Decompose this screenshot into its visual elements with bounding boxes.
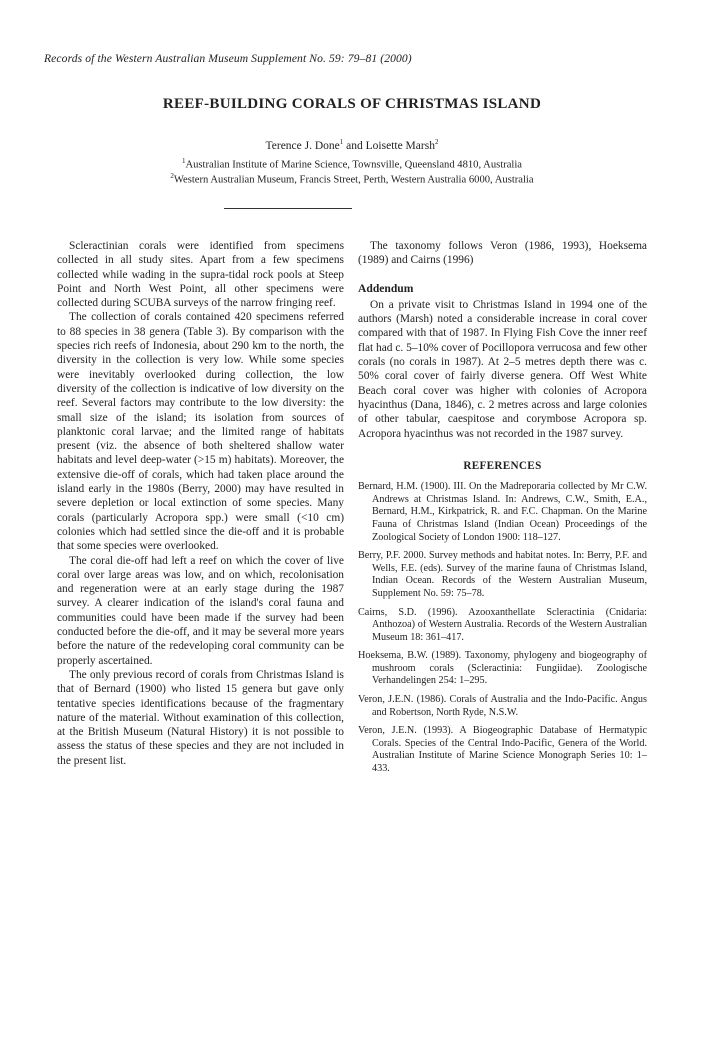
author-name: Terence J. Done	[265, 139, 340, 152]
affiliation-text: Australian Institute of Marine Science, Townsville, Queensland 4810, Australia	[185, 159, 523, 171]
reference-entry: Cairns, S.D. (1996). Azooxanthellate Scleractinia (Cnidaria: Anthozoa) of Western Australia. Records of the Western Australian Museum 18: 361–417.	[358, 606, 647, 643]
affiliation-mark: 1	[181, 157, 186, 165]
reference-entry: Veron, J.E.N. (1986). Corals of Australia and the Indo-Pacific. Angus and Robertson, North Ryde, N.S.W.	[358, 694, 647, 718]
article-title: REEF-BUILDING CORALS OF CHRISTMAS ISLAND	[162, 96, 542, 112]
addendum-heading: Addendum	[358, 281, 414, 295]
reference-entry: Bernard, H.M. (1900). III. On the Madreporaria collected by Mr C.W. Andrews at Christmas Island. In: Andrews, C.W., Smith, E.A., Bernard, H.M., Kirkpatrick, R. and F.C. Chapman. On the Marine Fauna of Christmas Island (Indian Ocean) Proceedings of the Zoological Society of London 1900: 118–127.	[358, 481, 647, 543]
references-heading: REFERENCES	[463, 459, 542, 472]
separator-rule	[224, 208, 352, 209]
affiliation-mark: 2	[170, 172, 174, 180]
reference-entry: Hoeksema, B.W. (1989). Taxonomy, phylogeny and biogeography of mushroom corals (Scleractinia: Fungiidae). Zoologische Verhandelingen 254: 1–295.	[358, 650, 647, 687]
affiliation	[0, 172, 704, 186]
affiliation-text: Western Australian Museum, Francis Street, Perth, Western Australia 6000, Australia	[173, 174, 534, 186]
author-affiliation-mark: 2	[434, 138, 439, 146]
body-paragraph: Scleractinian corals were identified from specimens collected in all study sites. Apart from a few specimens collected while wading in the supra-tidal rock pools at Steep Point and North West Point, all other specimens were collected during SCUBA surveys of the narrow fringing reef.	[57, 240, 344, 310]
body-paragraph: The only previous record of corals from Christmas Island is that of Bernard (1900) who listed 15 genera but gave only tentative species identifications because of the fragmentary nature of the material. Without examination of this collection, at the British Museum (Natural History) it is not possible to assess the status of these species and they are not included in the present list.	[57, 668, 344, 767]
reference-entry: Veron, J.E.N. (1993). A Biogeographic Database of Hermatypic Corals. Species of the Central Indo-Pacific, Genera of the World. Australian Institute of Marine Science Monograph Series 10: 1–433.	[358, 725, 647, 775]
right-column	[358, 239, 647, 782]
running-head: Records of the Western Australian Museum Supplement No. 59: 79–81 (2000)	[44, 52, 412, 65]
author-affiliation-mark: 1	[339, 138, 344, 146]
affiliation	[0, 157, 704, 171]
author-conjunction: and	[343, 139, 366, 152]
body-paragraph: The taxonomy follows Veron (1986, 1993), Hoeksema (1989) and Cairns (1996)	[358, 240, 647, 267]
body-paragraph: The collection of corals contained 420 specimens referred to 88 species in 38 genera (Table 3). By comparison with the species rich reefs of Indonesia, about 290 km to the north, the diversity in the collection is very low. While some species were inevitably overlooked during collection, the low diversity of the collection is indicative of low diversity on the reef. Several factors may contribute to the low diversity: the small size of the island; its isolation from sources of planktonic coral larvae; and the limited range of habitats present (viz. the absence of both sheltered shallow water habitats and level deep-water (>15 m) habitats). Moreover, the extensive die-off of corals, which had taken place around the island early in the 1980s (Berry, 2000) may have resulted in severe depletion or local extinction of some species. Many corals (particularly Acropora spp.) were small (<10 cm) colonies which had settled since the die-off and it is probable that some species were overlooked.	[57, 311, 344, 553]
left-column	[57, 239, 344, 768]
author-line	[0, 138, 704, 152]
addendum-paragraph: On a private visit to Christmas Island in 1994 one of the authors (Marsh) noted a considerable increase in coral cover compared with that of 1987. In Flying Fish Cove the inner reef flat had c. 5–10% cover of Pocillopora verrucosa and few other corals (no corals in 1987). At 2–5 metres depth there was c. 50% coral cover of fairly diverse genera. Off West White Beach coral cover was higher with colonies of Acropora hyacinthus (Dana, 1846), c. 2 metres across and large colonies of other tabular, caespitose and corymbose Acropora sp. Acropora hyacinthus was not recorded in the 1987 survey.	[358, 298, 647, 440]
body-paragraph: The coral die-off had left a reef on which the cover of live coral over large areas was low, and on which, recolonisation and regeneration were at an early stage during the 1987 survey. A clearer indication of the island's coral fauna and communities could have been made if the survey had been conducted before the die-off, and it may be several more years before the nature of the redeveloping coral community can be properly ascertained.	[57, 554, 344, 667]
reference-entry: Berry, P.F. 2000. Survey methods and habitat notes. In: Berry, P.F. and Wells, F.E. (eds). Survey of the marine fauna of Christmas Island, Indian Ocean. Records of the Western Australian Museum, Supplement No. 59: 75–78.	[358, 550, 647, 599]
author-name: Loisette Marsh	[365, 139, 435, 152]
